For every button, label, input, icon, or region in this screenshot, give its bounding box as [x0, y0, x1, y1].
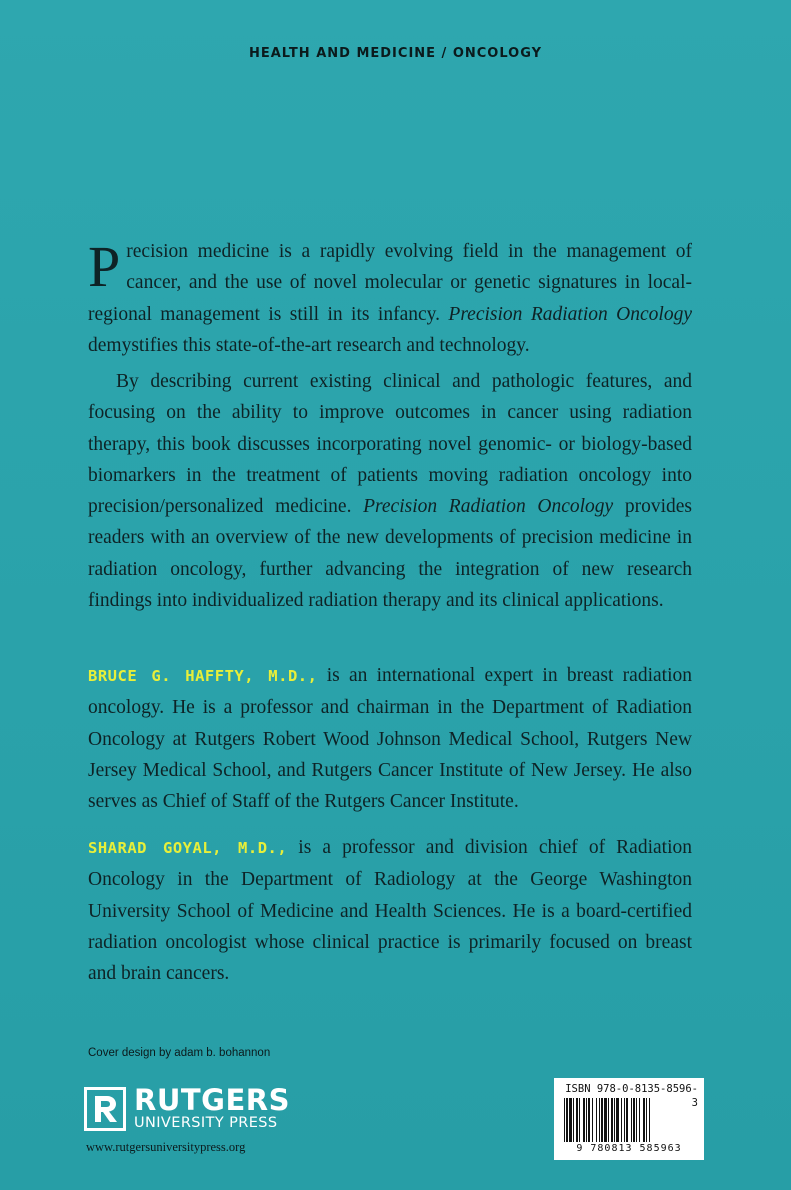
publisher-name: RUTGERS — [134, 1083, 290, 1117]
description-paragraph-2 — [88, 366, 692, 616]
author-name-2: SHARAD GOYAL, M.D., — [88, 839, 288, 857]
publisher-subtitle: UNIVERSITY PRESS — [134, 1115, 278, 1131]
publisher-url: www.rutgersuniversitypress.org — [86, 1140, 246, 1154]
barcode-bars — [560, 1098, 698, 1142]
para1-book-title: Precision Radiation Oncology — [448, 303, 692, 325]
category-label: HEALTH AND MEDICINE / ONCOLOGY — [248, 46, 543, 61]
description-paragraph-1 — [88, 236, 692, 361]
para2-text-a: By describing current existing clinical and pathologic features, and focusing on the ability to improve outcomes in cancer using radiation therapy, this book discusses incorporating novel genomic- or biology-based biomarkers in the treatment of patients moving radiation oncology into precision/personalized medicine. — [88, 371, 692, 518]
isbn-label: ISBN 978-0-8135-8596-3 — [565, 1083, 698, 1109]
barcode-digits: 9 780813 585963 — [576, 1143, 682, 1154]
para2-book-title: Precision Radiation Oncology — [363, 496, 614, 518]
rutgers-r-logo-icon — [84, 1087, 126, 1131]
para1-text-a: recision medicine is a rapidly evolving field in the management of cancer, and the use of novel molecular or genetic signatures in local-regional management is still in its infancy. — [88, 241, 692, 325]
author-name-1: BRUCE G. HAFFTY, M.D., — [88, 667, 318, 685]
para2-text-b: provides readers with an overview of the new developments of precision medicine in radiation oncology, further advancing the integration of new research findings into individualized radiation therapy and its clinical applications. — [88, 496, 692, 612]
publisher-logo — [84, 1085, 290, 1131]
cover-design-credit: Cover design by adam b. bohannon — [88, 1047, 271, 1059]
para1-text-b: demystifies this state-of-the-art research and technology. — [88, 334, 530, 356]
author-bio-2 — [88, 832, 692, 989]
drop-cap: P — [88, 234, 121, 299]
author-bio-text-1: is an international expert in breast radiation oncology. He is a professor and chairman in the Department of Radiation Oncology at Rutgers Robert Wood Johnson Medical School, Rutgers New Jersey Medical School, and Rutgers Cancer Institute of New Jersey. He also serves as Chief of Staff of the Rutgers Cancer Institute. — [88, 665, 692, 813]
author-bio-1 — [88, 660, 692, 817]
author-bio-text-2: is a professor and division chief of Radiation Oncology in the Department of Radiology at the George Washington University School of Medicine and Health Sciences. He is a board-certified radiation oncologist whose clinical practice is primarily focused on breast and brain cancers. — [88, 837, 692, 985]
isbn-barcode — [554, 1078, 704, 1160]
